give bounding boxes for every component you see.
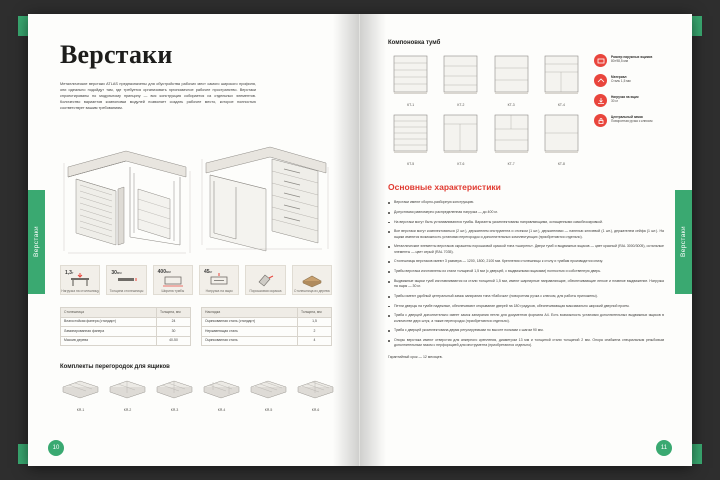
table-row: Влагостойкая фанера (стандарт) 24: [61, 317, 191, 327]
cabinet-item: КТ-1: [388, 54, 433, 107]
load-capacity-badge: 1,3т: [65, 270, 74, 277]
cabinet-item: КТ-6: [438, 113, 483, 166]
cabinet-grid: [388, 54, 584, 166]
cabinet-item: КТ-7: [489, 113, 534, 166]
kits-row: [60, 378, 332, 412]
features-list: [388, 200, 664, 349]
partition-kit-4-icon: [201, 378, 242, 400]
spec-item-lock: [594, 114, 660, 127]
width-badge: 400мм: [157, 269, 171, 276]
list-item: Верстаки имеют сборно-разборную конструкцию.: [388, 200, 664, 205]
cabinet-item: КТ-2: [438, 54, 483, 107]
tabletop-table: [60, 307, 191, 346]
lock-icon: [594, 114, 607, 127]
icon-cell-thickness: [106, 265, 146, 295]
page-right: [360, 14, 692, 466]
kit-item: КЯ-5: [248, 378, 289, 412]
drawer-load-icon: [208, 273, 230, 287]
spec-title-dimensions: Размер наружных ящиков: [611, 55, 653, 59]
cabinet-kt-5-icon: [388, 113, 433, 155]
partition-kit-6-icon: [295, 378, 336, 400]
tabletop-col-name: Столешница: [61, 308, 157, 318]
spec-text-material: Сталь 1,5 мм: [611, 79, 631, 84]
page-title: Верстаки: [60, 40, 173, 69]
list-item: На верстаки могут быть устанавливаются тумбы. Варианты укомплектованы направляющими, оснащенными самоблокировкой.: [388, 220, 664, 225]
left-page-content: [60, 40, 332, 412]
icon-caption-thickness: Толщина столешницы: [109, 288, 144, 293]
paint-icon: [254, 272, 276, 288]
icon-caption-wood-panel: Столешница из дерева: [294, 288, 330, 293]
partition-kit-5-icon: [248, 378, 289, 400]
list-item: Тумбы верстака изготовлены из стали толщиной 1,5 мм (с дверцей, с выдвижными ящиками) полностью и собственную дверь.: [388, 269, 664, 274]
list-item: Допустимая равномерно распределенная нагрузка — до 400 кг.: [388, 210, 664, 215]
list-item: Опоры верстака имеют отверстия для анкерного крепления, диаметром 13 мм и толщиной стали толщиной 2 мм. Опора снабжена специальным резьбовым дополнительным пазом с перфорацией для инструмента (приобретаются отдельно).: [388, 338, 664, 349]
cabinet-kt-2-icon: [438, 54, 483, 96]
cabinet-kt-3-icon: [489, 54, 534, 96]
list-item: Столешницы верстаков имеют 3 размера — 1200, 1800, 2100 мм. Крепления столешницы к столу и тумбам производится снизу.: [388, 259, 664, 264]
layout-section-title: Компоновка тумб: [388, 40, 441, 46]
spec-text-drawer-load: 30 кг: [611, 99, 618, 104]
kit-item: КЯ-1: [60, 378, 101, 412]
list-item: Все верстаки могут комплектоваться (2 шт.), держателем инструмента и отсеком (1 шт.), держателями — панелью ключевой (1 шт.), держателем сейфа (1 шт.). На ящики имеются возможность установки перегородок и дополнительных комплектующих (приобретаются отдельно).: [388, 229, 664, 240]
tabletop-col-thickness: Толщина, мм: [157, 308, 191, 318]
warranty-note: Гарантийный срок — 12 месяцев.: [388, 354, 443, 359]
cabinet-item: КТ-4: [539, 54, 584, 107]
list-item: Металлические элементы верстаков окрашены порошковой краской типа «шагрень». Двери тумб и выдвижных ящиков — цвет красный (RAL 3000/3005), остальные элементы — цвет серый (RAL 7035).: [388, 244, 664, 255]
spec-title-drawer-load: Нагрузка на ящик: [611, 95, 639, 99]
icon-cell-load-capacity: [60, 265, 100, 295]
icon-cell-drawer-load: [199, 265, 239, 295]
gutter-shadow-right: [360, 14, 386, 466]
table-row: Нержавеющая сталь 2: [202, 327, 332, 337]
cabinet-kt-8-icon: [539, 113, 584, 155]
cabinet-item: КТ-8: [539, 113, 584, 166]
overlay-table: [201, 307, 332, 346]
table-row: Оцинкованная сталь 4: [202, 336, 332, 346]
list-item: Выдвижные ящики тумб изготавливаются из стали толщиной 1,5 мм, имеют шарнирные направляющие, обеспечивающие легкое и плавное выдвижение. Нагрузка на ящик — 30 кг.: [388, 279, 664, 290]
list-item: Петли дверцы на тумбе надежные, обеспечивают открывание дверей на 180 градусов, обеспечивающая максимально широкий дверной проем.: [388, 304, 664, 309]
icon-caption-paint: Порошковая окраска: [249, 288, 282, 293]
page-number-right: 11: [656, 440, 672, 456]
spec-icon-row: [60, 265, 332, 295]
catalog-spread: [28, 14, 692, 466]
spec-title-material: Материал: [611, 75, 627, 79]
spec-item-drawer-load: [594, 94, 660, 107]
page-left: [28, 14, 360, 466]
icon-caption-width: Ширина тумбы: [161, 288, 185, 293]
overlay-col-name: Накладка: [202, 308, 298, 318]
kit-item: КЯ-3: [154, 378, 195, 412]
partition-kit-1-icon: [60, 378, 101, 400]
spec-title-lock: Центральный замок: [611, 115, 643, 119]
spec-text-lock: Поворотная ручка с ключом: [611, 119, 653, 124]
spec-tables: [60, 307, 332, 346]
page-number-left: 10: [48, 440, 64, 456]
partition-kit-3-icon: [154, 378, 195, 400]
icon-cell-paint: [245, 265, 285, 295]
cabinet-kt-7-icon: [489, 113, 534, 155]
spec-text-dimensions: 80×98,5 мм: [611, 59, 628, 64]
spec-list: [594, 54, 660, 166]
side-tab-left: [28, 190, 45, 294]
cabinet-kt-4-icon: [539, 54, 584, 96]
table-row: Массив дерева 40-50: [61, 336, 191, 346]
wood-panel-icon: [300, 272, 324, 288]
intro-paragraph: Металлические верстаки ATLAS предназначены для обустройства рабочих мест самого широкого профиля, они идеально подойдут там, где требуется организовать эргономичное рабочее пространство. Верстаки спроектированы по модульному принципу — вся конструкция собирается из отдельных элементов. Количество вариантов компоновки модулей позволяет создать рабочее место, которое полностью соответствует вашим требованиям.: [60, 82, 256, 110]
cabinet-item: КТ-5: [388, 113, 433, 166]
cabinet-item: КТ-3: [489, 54, 534, 107]
icon-caption-drawer-load: Нагрузка на ящик: [205, 288, 233, 293]
icon-cell-width: [153, 265, 193, 295]
layout-area: [388, 54, 664, 166]
icon-cell-wood-panel: [292, 265, 332, 295]
cabinet-kt-6-icon: [438, 113, 483, 155]
spec-item-material: [594, 74, 660, 87]
right-page-content: [388, 40, 664, 359]
side-tab-left-label: Верстаки: [33, 226, 40, 258]
workbench-technical-drawing: [60, 133, 332, 257]
list-item: Тумба с дверцей дополнительно имеет замок запирания петли для документов формата А4. Есть возможность установки дополнительных выдвижных ящиков в количестве двух штук, а также перегородок (приобретаются отдельно).: [388, 313, 664, 324]
thickness-badge: 30мм: [111, 270, 122, 277]
drawer-load-icon: [594, 94, 607, 107]
overlay-col-thickness: Толщина, мм: [298, 308, 332, 318]
icon-caption-load-capacity: Нагрузка на столешницу: [61, 288, 100, 293]
side-tab-right: [675, 190, 692, 294]
table-row: Оцинкованная сталь (стандарт) 1,5: [202, 317, 332, 327]
cabinet-kt-1-icon: [388, 54, 433, 96]
list-item: Тумба с дверцей укомплектована двумя регулируемыми по высоте полками с шагом 90 мм.: [388, 328, 664, 333]
kits-section-title: Комплекты перегородок для ящиков: [60, 364, 170, 371]
table-row: Ламинированная фанера 30: [61, 327, 191, 337]
partition-kit-2-icon: [107, 378, 148, 400]
kit-item: КЯ-4: [201, 378, 242, 412]
kit-item: КЯ-2: [107, 378, 148, 412]
material-icon: [594, 74, 607, 87]
drawing-svg: [60, 133, 332, 257]
drawer-load-badge: 45кг: [203, 269, 213, 276]
spec-item-dimensions: [594, 54, 660, 67]
dimensions-icon: [594, 54, 607, 67]
side-tab-right-label: Верстаки: [680, 226, 687, 258]
kit-item: КЯ-6: [295, 378, 336, 412]
gutter-shadow-left: [333, 14, 359, 466]
list-item: Тумбы имеют удобный центральный замок запирания типа «бабочка» (поворотная ручка с ключом, для работы приложены).: [388, 294, 664, 299]
features-section-title: Основные характеристики: [388, 182, 501, 192]
width-icon: [161, 273, 185, 287]
